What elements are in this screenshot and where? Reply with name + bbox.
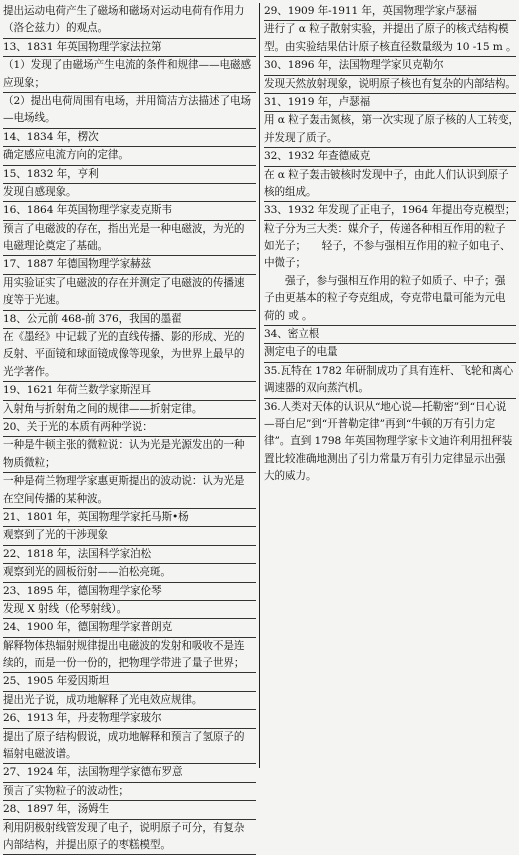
text-line: 律”。直到 1798 年英国物理学家卡文迪许利用扭秤装 bbox=[264, 435, 513, 448]
text-line: 预言了电磁波的存在，指出光是一种电磁波，为光的 bbox=[3, 222, 245, 235]
text-line: 反射、平面镜和球面镜成像等现象，为世界上最早的 bbox=[3, 348, 245, 361]
text-line: 辐射电磁波谱。 bbox=[3, 746, 256, 764]
text-line: 27、1924 年，法国物理学家德布罗意 bbox=[3, 764, 256, 782]
text-line: 如光子； 轻子，不参与强相互作用的粒子如电子、 bbox=[264, 240, 511, 253]
text-line: 进行了 α 粒子散射实验，并提出了原子的核式结构模 bbox=[264, 23, 509, 36]
text-line: 30、1896 年，法国物理学家贝克勒尔 bbox=[264, 57, 516, 75]
text-line: 33、1932 年发现了正电子，1964 年提出夸克模型； bbox=[264, 202, 516, 220]
text-line: 型。由实验结果估计原子核直径数量级为 10 -15 m 。 bbox=[264, 39, 516, 57]
text-line: —电场线。 bbox=[3, 110, 256, 128]
text-line: 22、1818 年，法国科学家泊松 bbox=[3, 546, 256, 564]
left-column bbox=[3, 3, 259, 851]
text-line: 大的威力。 bbox=[264, 470, 317, 483]
text-line: 度等于光速。 bbox=[3, 292, 256, 310]
text-line: 粒子分为三大类：媒介子，传递各种相互作用的粒子 bbox=[264, 222, 506, 235]
text-line: 13、1831 年英国物理学家法拉第 bbox=[3, 39, 256, 57]
text-line: （2）提出电荷周围有电场，并用简洁方法描述了电场 bbox=[3, 94, 251, 107]
text-line: —哥白尼”到“开普勒定律”再到“牛顿的万有引力定 bbox=[264, 417, 496, 430]
text-line: （洛仑兹力）的观点。 bbox=[3, 20, 256, 38]
text-line: 发现 X 射线（伦琴射线）。 bbox=[3, 601, 256, 619]
text-line: 36.人类对天体的认识从“地心说—托勒密”到“日心说 bbox=[264, 400, 507, 413]
text-line: 31、1919 年，卢瑟福 bbox=[264, 94, 516, 112]
text-line: 荷的 或 。 bbox=[264, 308, 516, 326]
text-line: 26、1913 年，丹麦物理学家玻尔 bbox=[3, 710, 256, 728]
text-line: 发现天然放射现象，说明原子核也有复杂的内部结构。 bbox=[264, 76, 516, 94]
text-line: 内部结构，并提出原子的枣糕模型。 bbox=[3, 837, 256, 855]
text-line: 观察到光的圆板衍射——泊松亮斑。 bbox=[3, 564, 256, 582]
right-column bbox=[259, 3, 519, 768]
text-line: 置比较准确地测出了引力常量万有引力定律显示出强 bbox=[264, 452, 506, 465]
text-line: 发现自感现象。 bbox=[3, 184, 256, 202]
text-line: 15、1832 年，亨利 bbox=[3, 166, 256, 184]
text-line: 25、1905 年爱因斯坦 bbox=[3, 673, 256, 691]
text-line: 物质微粒； bbox=[3, 455, 256, 473]
text-line: 一种是牛顿主张的微粒说：认为光是光源发出的一种 bbox=[3, 439, 245, 452]
text-line: 35.瓦特在 1782 年研制成功了具有连杆、飞轮和离心 bbox=[264, 364, 514, 377]
text-line: 提出光子说，成功地解释了光电效应规律。 bbox=[3, 692, 256, 710]
text-line: 用 α 粒子轰击氮核，第一次实现了原子核的人工转变， bbox=[264, 114, 519, 127]
text-line: 电磁理论奠定了基础。 bbox=[3, 238, 256, 256]
text-line: 核的组成。 bbox=[264, 184, 516, 202]
text-line: 20、关于光的本质有两种学说： bbox=[3, 419, 256, 437]
text-line: （1）发现了由磁场产生电流的条件和规律——电磁感 bbox=[3, 59, 251, 72]
text-line: 用实验证实了电磁波的存在并测定了电磁波的传播速 bbox=[3, 276, 245, 289]
text-line: 17、1887 年德国物理学家赫兹 bbox=[3, 256, 256, 274]
text-line: 34、密立根 bbox=[264, 326, 516, 344]
text-line: 23、1895 年，德国物理学家伦琴 bbox=[3, 583, 256, 601]
text-line: 14、1834 年，楞次 bbox=[3, 129, 256, 147]
text-line: 28、1897 年，汤姆生 bbox=[3, 801, 256, 819]
text-line: 观察到了光的干涉现象 bbox=[3, 527, 256, 545]
text-line: 调速器的双向蒸汽机。 bbox=[264, 380, 516, 398]
text-line: 预言了实物粒子的波动性； bbox=[3, 783, 256, 801]
text-line: 解释物体热辐射规律提出电磁波的发射和吸收不是连 bbox=[3, 639, 245, 652]
text-line: 光学著作。 bbox=[3, 364, 256, 382]
text-line: 测定电子的电量 bbox=[264, 344, 516, 362]
text-line: 强子，参与强相互作用的粒子如质子、中子；强 bbox=[264, 274, 506, 287]
text-line: 入射角与折射角之间的规律——折射定律。 bbox=[3, 401, 256, 419]
text-line: 确定感应电流方向的定律。 bbox=[3, 147, 256, 165]
text-line: 中微子； bbox=[264, 257, 306, 270]
text-line: 32、1932 年查德威克 bbox=[264, 148, 516, 166]
text-line: 子由更基本的粒子夸克组成，夸克带电量可能为元电 bbox=[264, 292, 506, 305]
text-line: 24、1900 年，德国物理学家普朗克 bbox=[3, 619, 256, 637]
text-line: 并发现了质子。 bbox=[264, 130, 516, 148]
text-line: 21、1801 年，英国物理学家托马斯•杨 bbox=[3, 509, 256, 527]
text-line: 18、公元前 468-前 376，我国的墨翟 bbox=[3, 311, 256, 329]
text-line: 在空间传播的某种波。 bbox=[3, 491, 256, 509]
text-line: 在《墨经》中记载了光的直线传播、影的形成、光的 bbox=[3, 331, 245, 344]
text-line: 提出了原子结构假说，成功地解释和预言了氢原子的 bbox=[3, 730, 245, 743]
text-line: 提出运动电荷产生了磁场和磁场对运动电荷有作用力 bbox=[3, 5, 245, 17]
text-line: 16、1864 年英国物理学家麦克斯韦 bbox=[3, 202, 256, 220]
text-line: 应现象； bbox=[3, 75, 256, 93]
text-line: 利用阴极射线管发现了电子，说明原子可分，有复杂 bbox=[3, 821, 245, 834]
text-line: 一种是荷兰物理学家惠更斯提出的波动说：认为光是 bbox=[3, 475, 245, 488]
text-line: 在 α 粒子轰击铍核时发现中子，由此人们认识到原子 bbox=[264, 168, 509, 181]
text-line: 29、1909 年-1911 年，英国物理学家卢瑟福 bbox=[264, 3, 516, 21]
text-line: 续的，而是一份一份的，把物理学带进了量子世界； bbox=[3, 655, 256, 673]
text-line: 19、1621 年荷兰数学家斯涅耳 bbox=[3, 382, 256, 400]
